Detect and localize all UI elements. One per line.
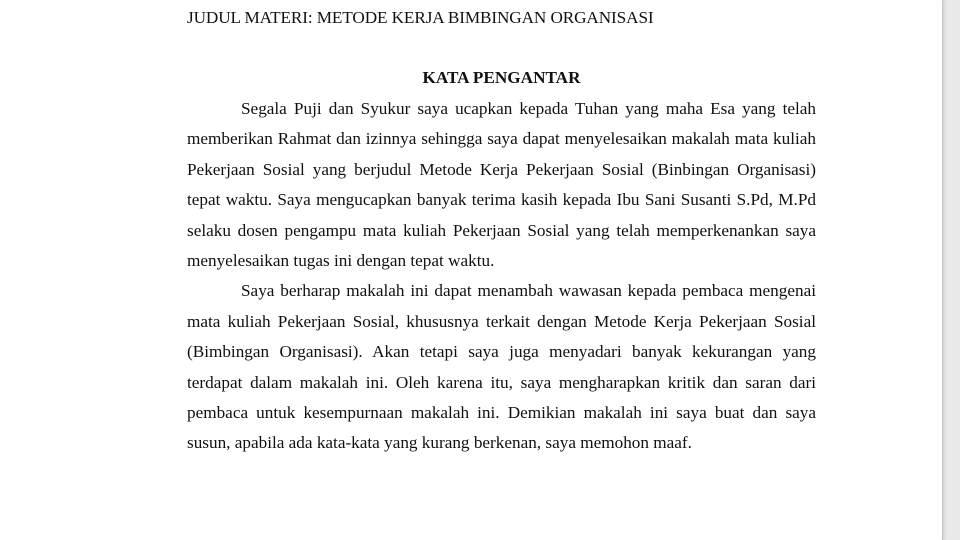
paragraph-2: Saya berharap makalah ini dapat menambah wawasan kepada pembaca mengenai mata kuliah Pekerjaan Sosial, khususnya terkait dengan Metode Kerja Pekerjaan Sosial (Bimbingan Organisasi). Akan tetapi saya juga menyadari banyak kekurangan yang terdapat dalam makalah ini. Oleh karena itu, saya mengharapkan kritik dan saran dari pembaca untuk kesempurnaan makalah ini. Demikian makalah ini saya buat dan saya susun, apabila ada kata-kata yang kurang berkenan, saya memohon maaf. xyxy=(187,281,816,453)
document-body xyxy=(187,94,816,459)
document-header: JUDUL MATERI: METODE KERJA BIMBINGAN ORGANISASI xyxy=(187,8,654,27)
paragraph-1: Segala Puji dan Syukur saya ucapkan kepada Tuhan yang maha Esa yang telah memberikan Rahmat dan izinnya sehingga saya dapat menyelesaikan makalah mata kuliah Pekerjaan Sosial yang berjudul Metode Kerja Pekerjaan Sosial (Binbingan Organisasi) tepat waktu. Saya mengucapkan banyak terima kasih kepada Ibu Sani Susanti S.Pd, M.Pd selaku dosen pengampu mata kuliah Pekerjaan Sosial yang telah memperkenankan saya menyelesaikan tugas ini dengan tepat waktu. xyxy=(187,99,816,271)
document-title: KATA PENGANTAR xyxy=(422,68,581,87)
